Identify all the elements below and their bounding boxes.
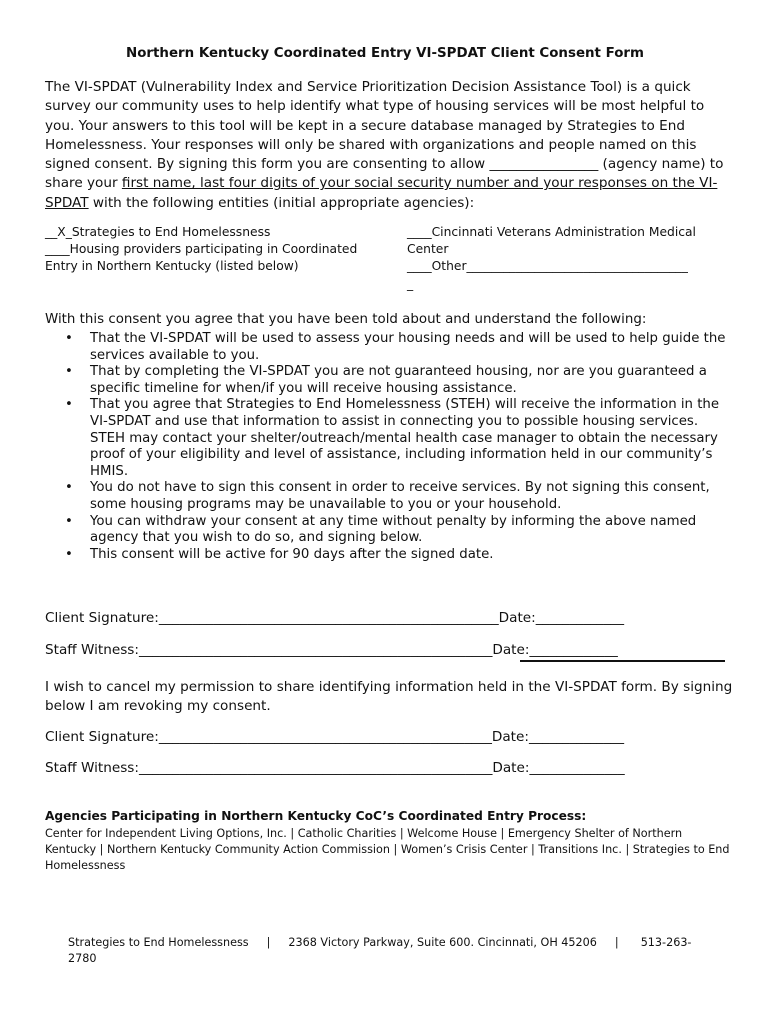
footer-address: 2368 Victory Parkway, Suite 600. Cincinnati, OH 45206 xyxy=(288,936,597,949)
agencies-heading: Agencies Participating in Northern Kentucky CoC’s Coordinated Entry Process: xyxy=(45,809,587,823)
bullet-icon: • xyxy=(65,513,73,529)
revoke-staff-witness-line[interactable]: Staff Witness:____________________________________________________Date:______________ xyxy=(45,760,625,776)
entity-other-continuation: _ xyxy=(407,276,414,291)
footer-org: Strategies to End Homelessness xyxy=(68,936,249,949)
list-item: • That by completing the VI-SPDAT you are not guaranteed housing, nor are you guaranteed a specific timeline for when/if you will receive housing assistance. xyxy=(65,364,707,396)
bullet-icon: • xyxy=(65,331,73,346)
bullet-icon: • xyxy=(65,397,73,413)
bullet-icon: • xyxy=(65,546,73,562)
staff-witness-line[interactable]: Staff Witness:____________________________________________________Date:_____________ xyxy=(45,642,618,658)
intro-text-part1: The VI-SPDAT (Vulnerability Index and Service Prioritization Decision Assistance Tool) is a quick survey our community uses to help identify what type of housing services will be most helpful to you. Your answers to this tool will be kept in a secure database managed by Strategies to End Homelessness. Your responses will only be shared with organizations and people named on this signed consent. By signing this form you are consenting to allow ________________ (agency name) to share your xyxy=(45,79,724,192)
client-signature-line[interactable]: Client Signature:__________________________________________________Date:_____________ xyxy=(45,610,625,626)
entity-housing-providers: ____Housing providers participating in Coordinated Entry in Northern Kentucky (listed below) xyxy=(45,242,358,274)
agreement-list xyxy=(45,331,735,563)
list-item: • That you agree that Strategies to End Homelessness (STEH) will receive the information in the VI-SPDAT and use that information to assist in connecting you to possible housing services. STEH may contact your shelter/outreach/mental health case manager to obtain the necessary proof of your eligibility and level of assistance, including information held in our community’s HMIS. xyxy=(65,397,720,479)
intro-underlined-text: first name, last four digits of your social security number and your responses on the VI-SPDAT xyxy=(45,175,718,211)
list-item: • That the VI-SPDAT will be used to assess your housing needs and will be used to help guide the services available to you. xyxy=(65,331,726,363)
entity-other: ____Other____________________________________ xyxy=(407,259,688,274)
agreement-intro: With this consent you agree that you have been told about and understand the following: xyxy=(45,312,647,327)
entity-steh: __X_Strategies to End Homelessness xyxy=(45,225,271,239)
entity-cincinnati-va: ____Cincinnati Veterans Administration Medical Center xyxy=(407,225,696,257)
agencies-list: Center for Independent Living Options, Inc. | Catholic Charities | Welcome House | Emergency Shelter of Northern Kentucky | Northern Kentucky Community Action Commission | Women’s Crisis Center | Transitions Inc. | Strategies to End Homelessness xyxy=(45,827,730,872)
bullet-icon: • xyxy=(65,480,73,496)
list-item: • You do not have to sign this consent in order to receive services. By not signing this consent, some housing programs may be unavailable to you or your household. xyxy=(65,480,710,512)
bullet-icon: • xyxy=(65,364,73,380)
cancel-paragraph: I wish to cancel my permission to share identifying information held in the VI-SPDAT form. By signing below I am revoking my consent. xyxy=(45,679,733,715)
section-divider xyxy=(520,660,725,662)
page-footer xyxy=(68,935,718,967)
list-item: • This consent will be active for 90 days after the signed date. xyxy=(65,546,494,562)
entities-right-column xyxy=(407,224,727,293)
revoke-client-signature-line[interactable]: Client Signature:_________________________________________________Date:______________ xyxy=(45,729,625,745)
entities-left-column xyxy=(45,224,365,276)
footer-phone: 513-263-2780 xyxy=(68,936,692,965)
intro-text-part2: with the following entities (initial appropriate agencies): xyxy=(88,194,475,211)
footer-separator: | xyxy=(614,936,619,949)
intro-paragraph xyxy=(45,78,735,213)
footer-separator: | xyxy=(266,936,271,949)
form-title: Northern Kentucky Coordinated Entry VI-SPDAT Client Consent Form xyxy=(126,46,644,61)
list-item: • You can withdraw your consent at any time without penalty by informing the above named agency that you wish to do so, and signing below. xyxy=(65,513,697,546)
